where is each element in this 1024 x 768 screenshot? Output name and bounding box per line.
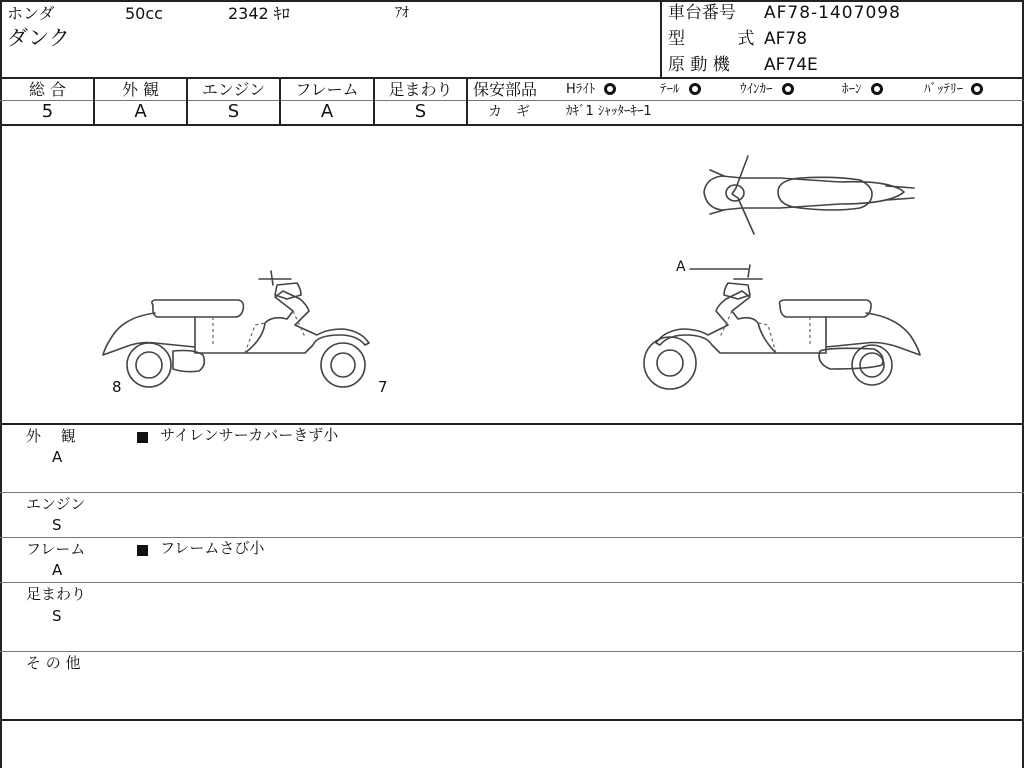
frame-no: AF78-1407098 [764,3,901,23]
overall-value: 5 [41,101,54,122]
scooter-top-view-diagram [690,148,925,240]
bullet-square-icon [137,432,148,443]
note-frame-grade: A [52,561,63,579]
bullet-square-icon [137,545,148,556]
type-value: AF78 [764,29,808,49]
diagram-mark-front: 7 [378,378,388,396]
maker: ホンダ [7,4,55,23]
mileage: 2342 ｷﾛ [228,4,290,23]
key-label: カ ギ [488,104,530,120]
note-exterior-label: 外 観 [26,427,76,445]
type-label: 型 式 [668,29,765,49]
note-exterior-text: サイレンサーカバーきず小 [160,426,339,444]
bottom-divider [0,719,1024,721]
overall-label: 総 合 [28,80,67,99]
horn-ok-icon [871,83,883,95]
displacement: 50cc [125,4,163,23]
headlight-ok-icon [604,83,616,95]
note-exterior-grade: A [52,448,63,466]
tail-ok-icon [689,83,701,95]
color: ｱｵ [395,5,409,21]
header-divider [0,77,1024,79]
notes-line-4 [0,651,1024,652]
tail-label: ﾃｰﾙ [660,82,680,97]
note-frame-text: フレームさび小 [160,539,265,557]
safety-battery [924,83,983,96]
engine-grade-label: エンジン [201,80,266,99]
border-top [0,0,1024,2]
suspension-grade-value: S [414,101,427,122]
winker-ok-icon [782,83,794,95]
suspension-grade-label: 足まわり [388,80,453,99]
battery-ok-icon [971,83,983,95]
engine-grade-value: S [227,101,240,122]
notes-line-1 [0,492,1024,493]
model-name: ダンク [7,26,70,50]
diagram-mark-a: A [676,259,686,275]
engine-value: AF74E [764,55,818,75]
notes-line-3 [0,582,1024,583]
header-col-divider [660,0,662,78]
safety-tail [660,83,701,96]
key-value: ｶｷﾞ1 ｼｬｯﾀｰｷｰ1 [566,104,652,119]
note-engine-label: エンジン [26,495,86,513]
scooter-right-side-diagram [630,255,930,395]
winker-label: ｳｲﾝｶｰ [740,82,773,97]
safety-headlight [566,83,616,96]
headlight-label: Hﾗｲﾄ [566,82,596,97]
note-frame-label: フレーム [26,540,86,558]
safety-winker [740,83,794,96]
notes-line-2 [0,537,1024,538]
engine-label: 原 動 機 [668,55,730,75]
note-suspension-label: 足まわり [26,585,87,603]
note-engine-grade: S [52,516,62,534]
safety-horn [842,83,883,96]
note-suspension-grade: S [52,607,62,625]
scooter-left-side-diagram [95,255,395,395]
safety-title: 保安部品 [473,80,538,99]
exterior-grade-value: A [134,101,147,122]
safety-mid-line [468,100,1024,101]
grades-divider [0,124,1024,126]
note-other-label: そ の 他 [26,654,81,672]
diagram-mark-rear: 8 [112,378,122,396]
frame-no-label: 車台番号 [668,3,736,23]
grades-col-5 [466,78,468,125]
frame-grade-value: A [320,101,334,122]
battery-label: ﾊﾞｯﾃﾘｰ [924,82,963,97]
horn-label: ﾎｰﾝ [842,82,862,97]
exterior-grade-label: 外 観 [121,80,160,99]
diagram-divider [0,423,1024,425]
frame-grade-label: フレーム [295,80,359,99]
